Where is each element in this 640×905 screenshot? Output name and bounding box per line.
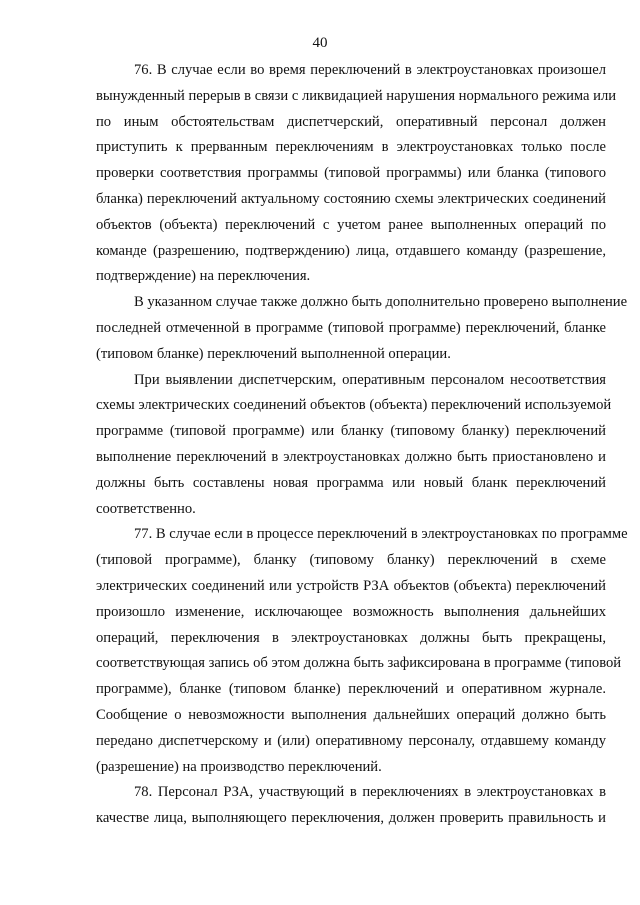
paragraph-checked-operation: [58, 290, 628, 367]
text-line: последней отмеченной в программе (типовой программе) переключений, бланке: [96, 319, 606, 336]
text-line: качестве лица, выполняющего переключения, должен проверить правильность и: [96, 810, 606, 827]
text-line: передано диспетчерскому и (или) оперативному персоналу, отдавшему команду: [96, 732, 606, 749]
text-line: бланка) переключений актуальному состоянию схемы электрических соединений: [96, 190, 606, 207]
text-line: проверки соответствия программы (типовой программы) или бланка (типового: [96, 165, 606, 182]
text-line: произошло изменение, исключающее возможность выполнения дальнейших: [96, 603, 606, 620]
text-line: Сообщение о невозможности выполнения дальнейших операций должно быть: [96, 706, 606, 723]
text-line: 76. В случае если во время переключений в электроустановках произошел: [134, 62, 606, 78]
paragraph-mismatch: [58, 368, 612, 523]
text-line: подтверждение) на переключения.: [96, 268, 311, 285]
text-line: (типовом бланке) переключений выполненной операции.: [96, 345, 451, 362]
paragraph-77: [58, 522, 628, 780]
paragraph-76: [58, 58, 617, 290]
text-line: (типовой программе), бланку (типовому бланку) переключений в схеме: [96, 552, 606, 569]
text-line: программе (типовой программе) или бланку (типовому бланку) переключений: [96, 423, 606, 440]
text-line: электрических соединений или устройств РЗА объектов (объекта) переключений: [96, 577, 606, 594]
document-body: [58, 58, 628, 832]
text-line: команде (разрешению, подтверждению) лица, отдавшего команду (разрешение,: [96, 242, 606, 259]
text-line: При выявлении диспетчерским, оперативным персоналом несоответствия: [134, 371, 606, 388]
text-line: соответственно.: [96, 500, 196, 517]
page-number: 40: [312, 35, 328, 51]
text-line: вынужденный перерыв в связи с ликвидацией нарушения нормального режима или: [96, 87, 617, 104]
paragraph-78: [58, 780, 606, 832]
text-line: соответствующая запись об этом должна быть зафиксирована в программе (типовой: [96, 655, 622, 672]
text-line: (разрешение) на производство переключений.: [96, 758, 382, 775]
text-line: 77. В случае если в процессе переключений в электроустановках по программе: [134, 526, 628, 543]
text-line: приступить к прерванным переключениям в электроустановках только после: [96, 139, 606, 156]
text-line: выполнение переключений в электроустановках должно быть приостановлено и: [96, 448, 606, 465]
text-line: объектов (объекта) переключений с учетом ранее выполненных операций по: [96, 216, 606, 233]
text-line: операций, переключения в электроустановках должны быть прекращены,: [96, 629, 606, 646]
text-line: 78. Персонал РЗА, участвующий в переключениях в электроустановках в: [134, 784, 606, 801]
text-line: по иным обстоятельствам диспетчерский, оперативный персонал должен: [96, 113, 606, 130]
text-line: программе), бланке (типовом бланке) переключений и оперативном журнале.: [96, 681, 606, 698]
text-line: должны быть составлены новая программа или новый бланк переключений: [96, 474, 606, 491]
text-line: схемы электрических соединений объектов (объекта) переключений используемой: [96, 397, 612, 414]
text-line: В указанном случае также должно быть дополнительно проверено выполнение: [134, 294, 628, 311]
